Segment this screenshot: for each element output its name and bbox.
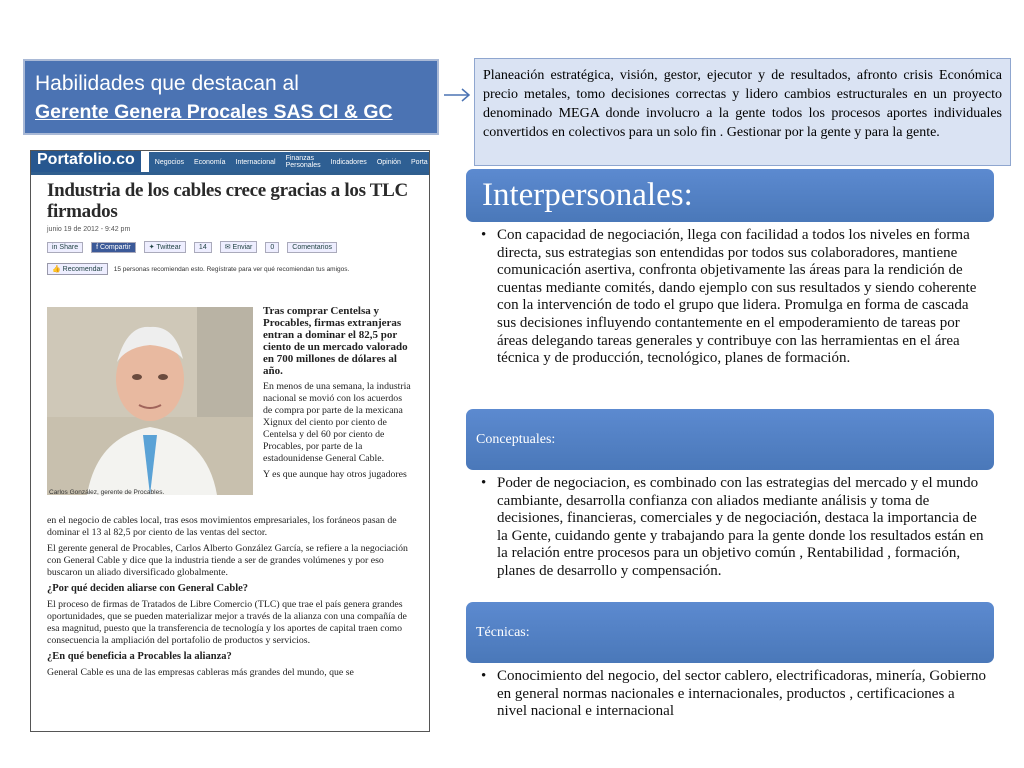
nav-item[interactable]: Finanzas Personales [285, 155, 321, 169]
list-item: • Poder de negociacion, es combinado con las estrategias del mercado y el mundo cambiante, desarrolla confianza con aliados mediante análisis y toma de decisiones, financieras, comerciales y de negociación, destaca la importancia de la Gente, cuidando gente y trabajando para la gente donde los resultados están en la relación entre procesos para un objetivo común , Rentabilidad , formación, planes de desarrollo y compensación. [478, 475, 986, 581]
article-question: ¿En qué beneficia a Procables la alianza? [47, 651, 232, 662]
recommend-row [31, 257, 429, 281]
article-paragraph: El proceso de firmas de Tratados de Libre Comercio (TLC) que trae el país genera grandes oportunidades, que se pueden materializar mejor a través de la alianza con una compañía de esa magnitud, puesto que la transferencia de tecnología y los aportes de capital traen como consecuencia la ampliación del portafolio de productos y servicios. [47, 599, 407, 646]
section-header-interpersonales: Interpersonales: [466, 169, 994, 222]
site-header [31, 151, 429, 175]
title-box [23, 59, 439, 135]
facebook-share-button[interactable]: f Compartir [91, 242, 136, 253]
nav-item[interactable]: Indicadores [330, 158, 367, 166]
twitter-count: 14 [194, 242, 212, 253]
nav-item[interactable]: Opinión [376, 158, 401, 166]
nav-item[interactable]: Internacional [235, 158, 276, 166]
site-logo: Portafolio.co [31, 150, 141, 172]
article-paragraph: Y es que aunque hay otros jugadores [263, 469, 407, 480]
conceptuales-list [478, 475, 986, 581]
section-header-conceptuales: Conceptuales: [466, 409, 994, 470]
send-button[interactable]: ✉ Enviar [220, 241, 258, 253]
photo-caption: Carlos González, gerente de Procables. [49, 489, 165, 496]
share-row [31, 237, 429, 257]
nav-item[interactable]: Economía [193, 158, 226, 166]
article-side-text [263, 305, 413, 485]
article-clipping [30, 150, 430, 732]
title-line-1: Habilidades que destacan al [35, 72, 299, 95]
tecnicas-list [478, 668, 986, 721]
article-body [47, 515, 419, 683]
article-paragraph: en el negocio de cables local, tras esos movimientos empresariales, los foráneos pasan de dominar el 13 al 82,5 por ciento de las ventas del sector. [47, 515, 397, 538]
arrow-right-icon [441, 83, 475, 113]
twitter-icon: ✦ [148, 244, 157, 251]
article-photo [47, 307, 253, 495]
article-paragraph: General Cable es una de las empresas cableras más grandes del mundo, que se [47, 667, 354, 678]
section-header-tecnicas: Técnicas: [466, 602, 994, 663]
callout-text: Planeación estratégica, visión, gestor, ejecutor y de resultados, afronto crisis Económica precio metales, tomo decisiones correctas y lidero cambios estructurales en un proyecto denominado MEGA donde involucro a la gente todos los procesos aportes individuales convertidos en colectivos para un solo fin . Gestionar por la gente y para la gente. [483, 68, 1002, 140]
callout-box [474, 58, 1011, 166]
person-photo-illustration [47, 307, 253, 495]
article-lead: Tras comprar Centelsa y Procables, firmas extranjeras entran a dominar el 82,5 por ciento de un mercado valorado en 700 millones de dólares al año. [263, 305, 408, 377]
article-paragraph: En menos de una semana, la industria nacional se movió con los acuerdos de compra por parte de la mexicana Xignux del ciento por ciento de Centelsa y del 60 por ciento de Procables, por parte de la estadounidense General Cable. [263, 381, 411, 464]
list-item: • Con capacidad de negociación, llega con facilidad a todos los niveles en forma directa, sus estrategias son entendidas por todos sus colaboradores, mantiene comunicación asertiva, confronta objetivamente las áreas para la rendición de cuentas mediante comités, dando ejemplo con sus resultados y siendo coherente con la intervención de todo el grupo que lidera. Promulga en forma de cascada sus decisiones influyendo contantemente en el empoderamiento de tareas por áreas delegando tareas generales y contribuye con las herramientas en el área técnica y de producción, tecnológico, planes de formación. [478, 227, 986, 368]
article-question: ¿Por qué deciden aliarse con General Cable? [47, 583, 249, 594]
list-item: • Conocimiento del negocio, del sector cablero, electrificadoras, minería, Gobierno en general normas nacionales e internacionales, productos , certificaciones a nivel nacional e internacional [478, 668, 986, 721]
article-paragraph: El gerente general de Procables, Carlos Alberto González García, se refiere a la negociación con General Cable y dice que la industria tiende a ser de grandes volúmenes y por eso buscaron un aliado diversificado globalmente. [47, 543, 408, 578]
thumbs-up-icon: 👍 [52, 266, 63, 273]
linkedin-share-button[interactable]: in Share [47, 242, 83, 253]
mail-icon: ✉ [224, 244, 233, 251]
comments-link[interactable]: Comentarios [287, 242, 337, 253]
article-date: junio 19 de 2012 - 9:42 pm [47, 226, 131, 233]
twitter-share-button[interactable]: ✦ Twittear [144, 241, 186, 253]
title-line-2: Gerente Genera Procales SAS CI & GC [35, 101, 393, 123]
linkedin-icon: in [52, 243, 60, 251]
article-headline: Industria de los cables crece gracias a los TLC firmados [47, 180, 408, 222]
nav-item[interactable]: Porta [410, 158, 428, 166]
recommend-button[interactable]: 👍 Recomendar [47, 263, 108, 275]
facebook-icon: f [96, 243, 100, 251]
recommend-text: 15 personas recomiendan esto. Regístrate para ver qué recomiendan tus amigos. [113, 265, 350, 273]
nav-item[interactable]: Negocios [154, 158, 184, 166]
site-nav [149, 152, 430, 172]
interpersonales-list [478, 227, 986, 368]
comments-count: 0 [265, 242, 279, 253]
